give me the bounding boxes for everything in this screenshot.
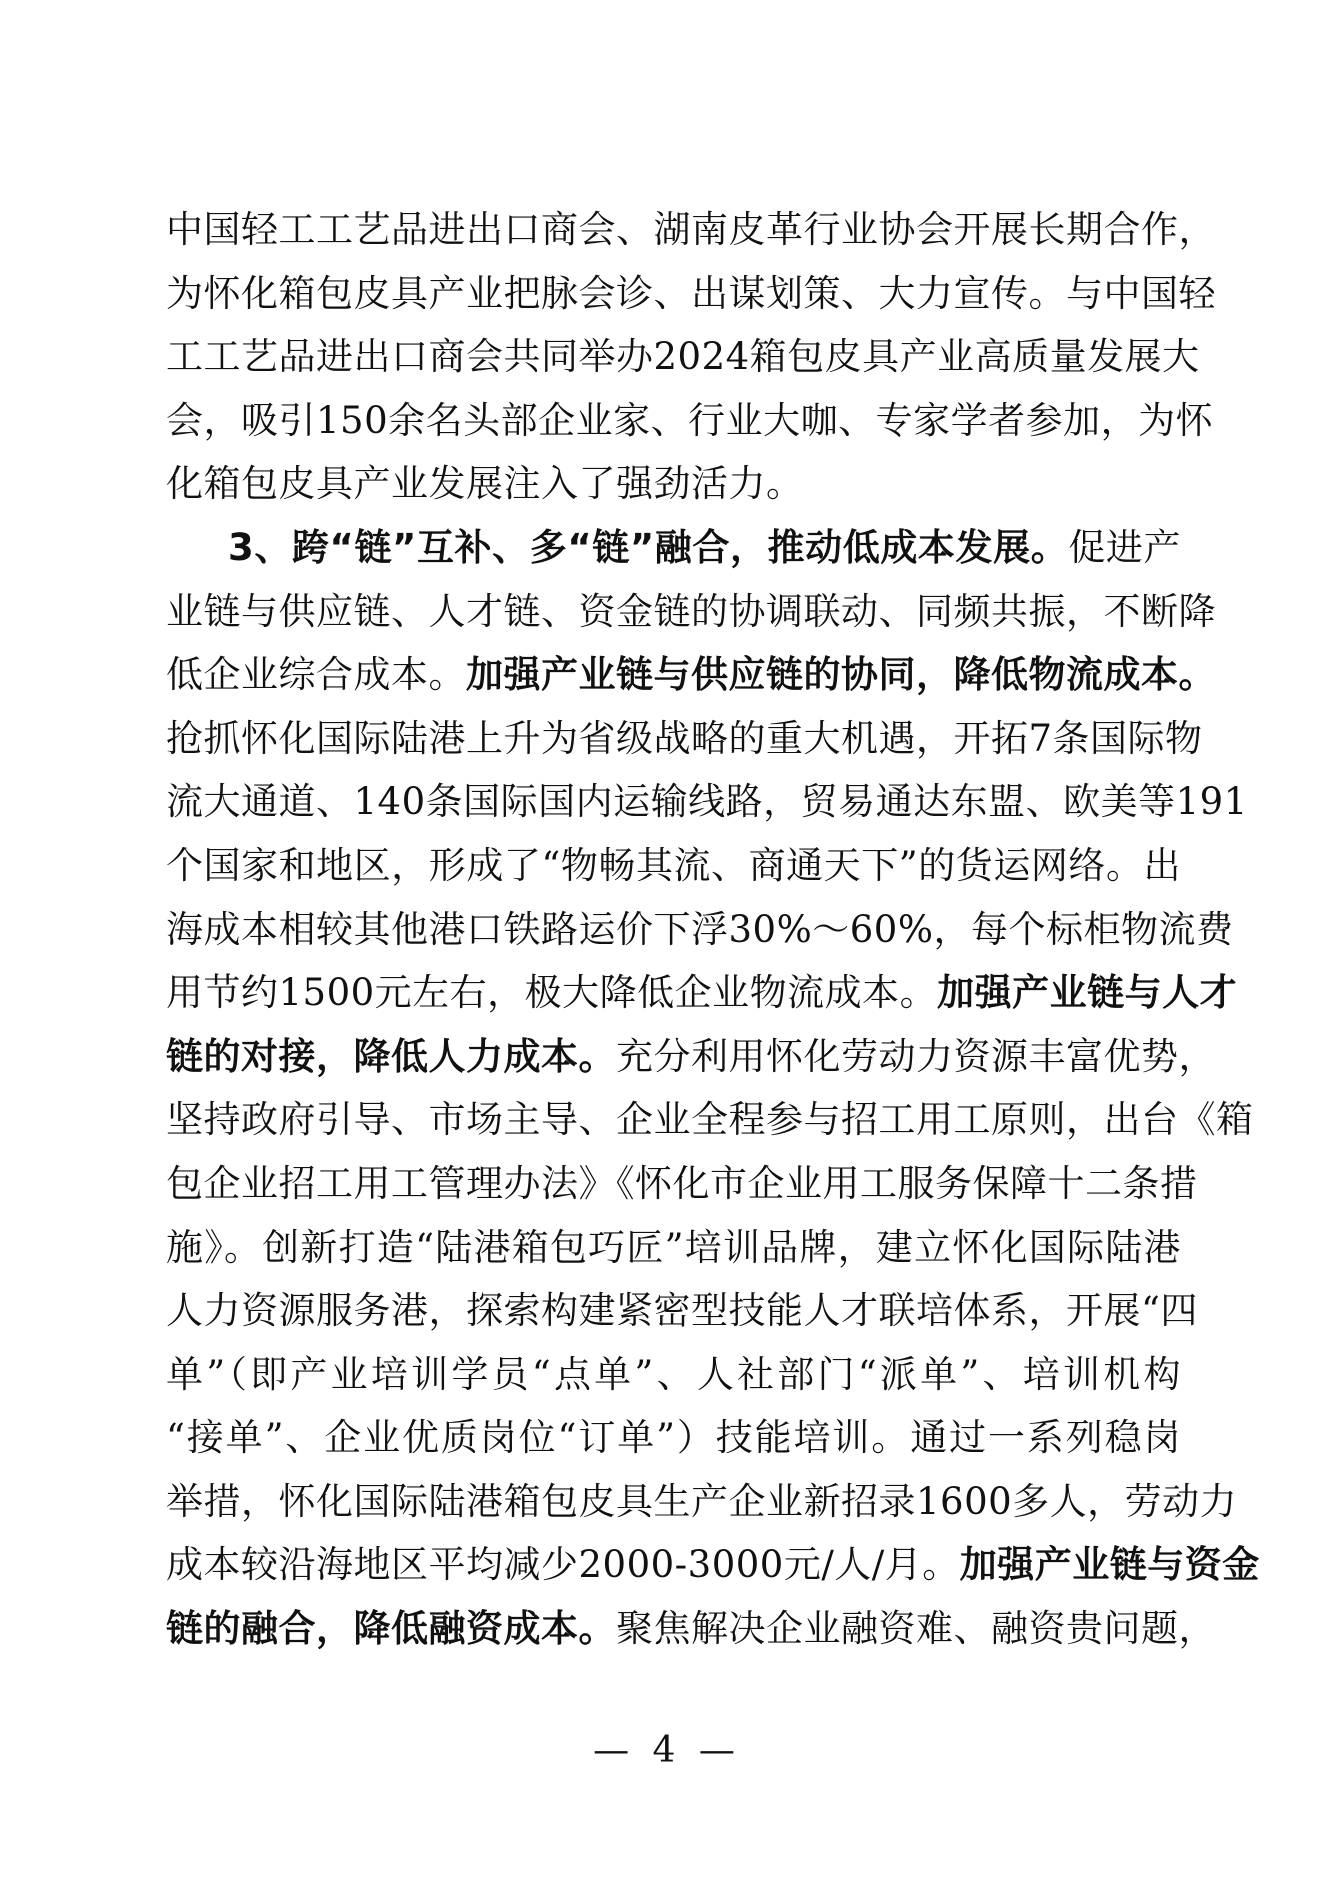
page-number: — 4 — <box>593 1730 741 1771</box>
text-line <box>166 1025 1216 1089</box>
text-line: 施》。创新打造“陆港箱包巧匠”培训品牌，建立怀化国际陆港 <box>166 1225 1181 1269</box>
bold-phrase: 加强产业链与供应链的协同，降低物流成本。 <box>466 653 1216 697</box>
text-span: 充分利用怀化劳动力资源丰富优势， <box>616 1034 1216 1078</box>
text-line: “接单”、企业优质岗位“订单”）技能培训。通过一系列稳岗 <box>166 1416 1181 1460</box>
text-span: 成本较沿海地区平均减少2000-3000元/人/月。 <box>166 1543 960 1587</box>
bold-phrase: 链的融合，降低融资成本。 <box>166 1607 616 1651</box>
text-line: 人力资源服务港，探索构建紧密型技能人才联培体系，开展“四 <box>166 1289 1198 1333</box>
text-line <box>166 1597 1216 1661</box>
text-line <box>166 516 1181 580</box>
bold-phrase: 加强产业链与人才 <box>937 971 1238 1015</box>
text-line: 坚持政府引导、市场主导、企业全程参与招工用工原则，出台《箱 <box>166 1098 1254 1142</box>
text-line: 会，吸引150余名头部企业家、行业大咖、专家学者参加，为怀 <box>166 398 1214 442</box>
text-line: 包企业招工用工管理办法》《怀化市企业用工服务保障十二条措 <box>166 1161 1198 1205</box>
text-line: 中国轻工工艺品进出口商会、湖南皮革行业协会开展长期合作， <box>166 208 1216 251</box>
text-line: 单”（即产业培训学员“点单”、人社部门“派单”、培训机构 <box>166 1352 1181 1396</box>
document-body <box>166 198 1260 1661</box>
text-line: 举措，怀化国际陆港箱包皮具生产企业新招录1600多人，劳动力 <box>166 1479 1238 1523</box>
text-line: 个国家和地区，形成了“物畅其流、商通天下”的货运网络。出 <box>166 843 1181 887</box>
text-span: 用节约1500元左右，极大降低企业物流成本。 <box>166 971 938 1015</box>
text-line: 抢抓怀化国际陆港上升为省级战略的重大机遇，开拓7条国际物 <box>166 716 1203 760</box>
text-span: 聚焦解决企业融资难、融资贵问题， <box>616 1607 1216 1651</box>
text-line: 业链与供应链、人才链、资金链的协调联动、同频共振，不断降 <box>166 589 1216 633</box>
text-line: 化箱包皮具产业发展注入了强劲活力。 <box>166 462 804 506</box>
text-line <box>166 643 1216 707</box>
text-line: 流大通道、140条国际国内运输线路，贸易通达东盟、欧美等191 <box>166 780 1248 824</box>
bold-phrase: 加强产业链与资金 <box>959 1543 1260 1587</box>
text-span: 促进产 <box>1068 525 1182 569</box>
text-line: 为怀化箱包皮具产业把脉会诊、出谋划策、大力宣传。与中国轻 <box>166 271 1216 315</box>
section-heading: 3、跨“链”互补、多“链”融合，推动低成本发展。 <box>228 525 1069 569</box>
text-line: 海成本相较其他港口铁路运价下浮30%～60%，每个标柜物流费 <box>166 907 1234 951</box>
text-line: 工工艺品进出口商会共同举办2024箱包皮具产业高质量发展大 <box>166 335 1200 379</box>
bold-phrase: 链的对接，降低人力成本。 <box>166 1034 616 1078</box>
text-span: 低企业综合成本。 <box>166 653 466 697</box>
text-line <box>166 1533 1260 1597</box>
text-line <box>166 961 1238 1025</box>
